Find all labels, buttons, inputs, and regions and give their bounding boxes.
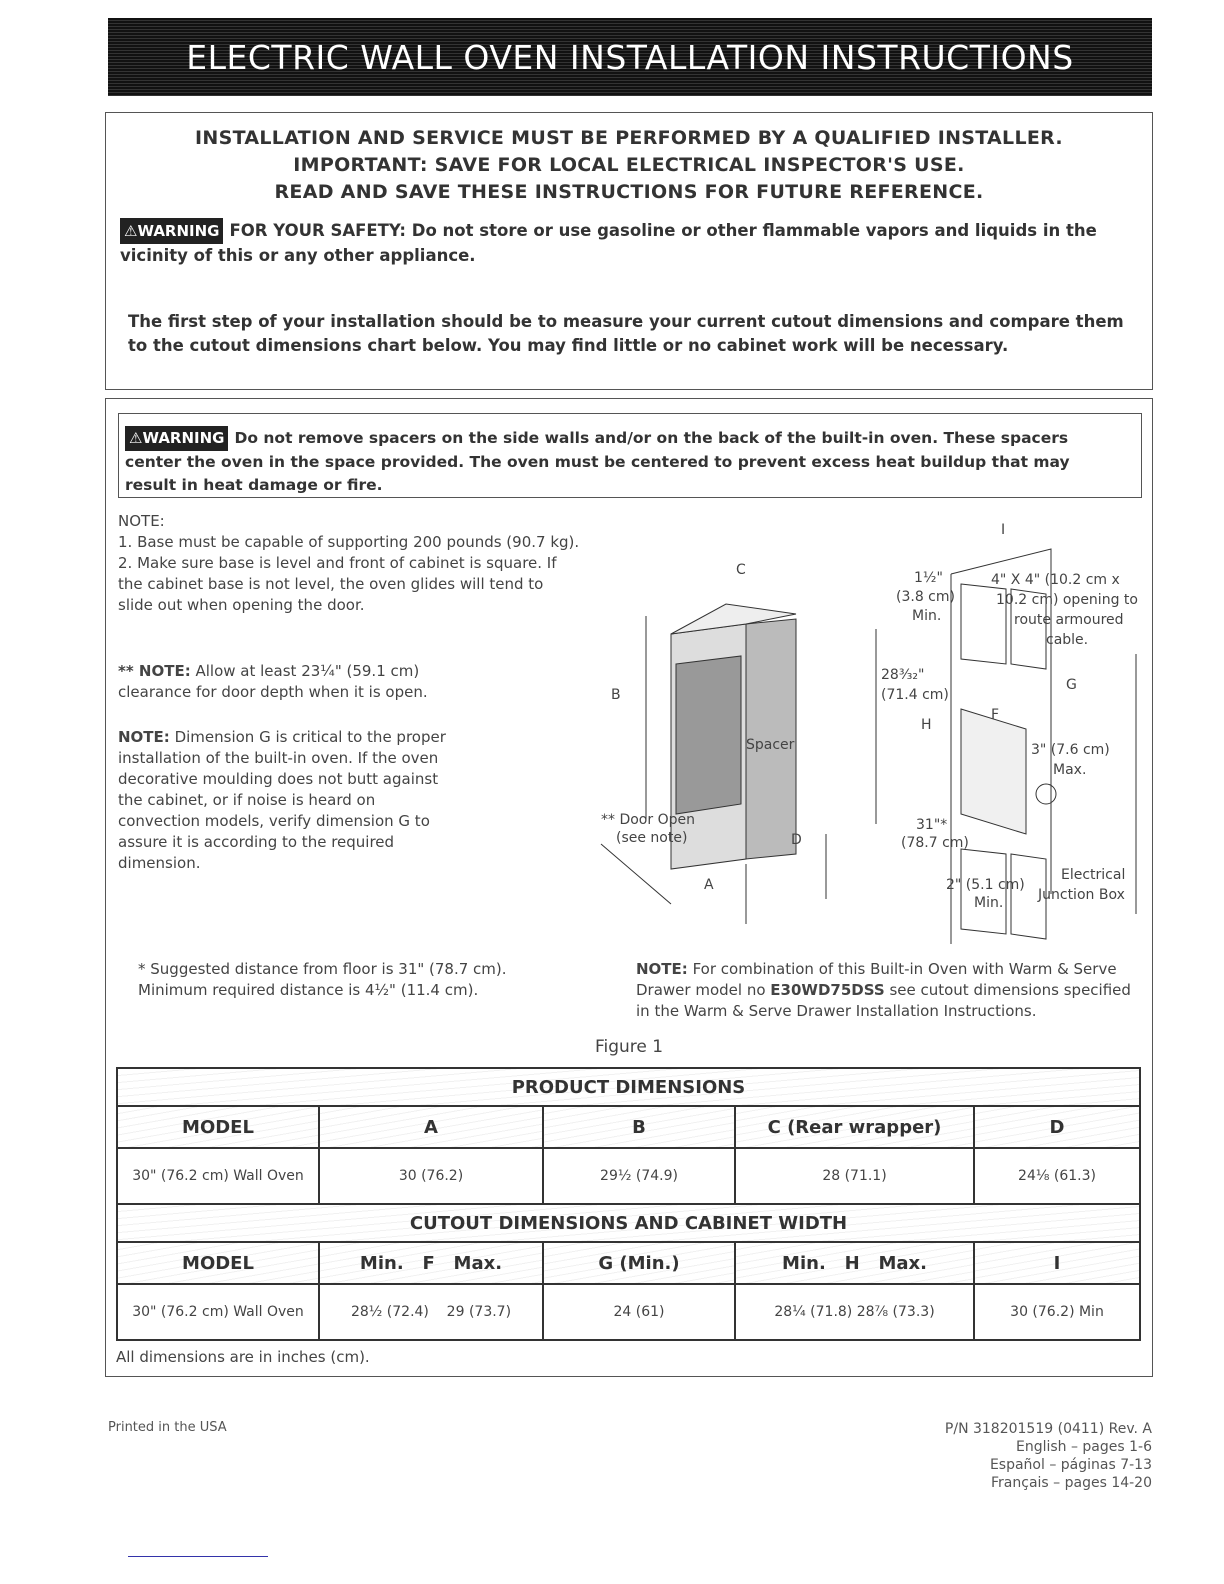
label-i: I	[1001, 522, 1006, 538]
warning-badge: ⚠WARNING	[120, 218, 223, 244]
header-b: B	[543, 1106, 735, 1148]
lang-espanol: Español – páginas 7-13	[989, 1457, 1152, 1473]
safety-warning	[120, 218, 1132, 268]
floor-note: * Suggested distance from floor is 31" (78.7 cm). Minimum required distance is 4½" (11.4 cm).	[138, 960, 507, 999]
figure-caption: Figure 1	[594, 1037, 664, 1057]
header-h: Min. H Max.	[735, 1242, 974, 1284]
cell-d: 24⅛ (61.3)	[974, 1148, 1140, 1204]
label-junction-2: Junction Box	[1038, 887, 1125, 903]
combo-note	[636, 959, 1146, 1022]
part-number: P/N 318201519 (0411) Rev. A	[944, 1421, 1152, 1437]
note-2: 2. Make sure base is level and front of cabinet is square. If the cabinet base is not level, the oven glides will tend to slide out when opening the door.	[118, 554, 557, 614]
installation-diagram	[446, 504, 1151, 954]
cell-i: 30 (76.2) Min	[974, 1284, 1140, 1340]
dimension-tables	[116, 1067, 1141, 1368]
printed-in: Printed in the USA	[108, 1420, 227, 1435]
combo-model: E30WD75DSS	[770, 981, 885, 999]
combo-note-lead: NOTE:	[636, 960, 688, 978]
label-max3-text: Max.	[1053, 762, 1087, 778]
table-note: All dimensions are in inches (cm).	[116, 1348, 370, 1366]
cell-model: 30" (76.2 cm) Wall Oven	[117, 1148, 319, 1204]
title-banner	[108, 18, 1152, 96]
label-junction-1: Electrical	[1061, 867, 1126, 883]
g-note	[118, 727, 458, 874]
label-max3: 3" (7.6 cm)	[1031, 742, 1110, 758]
label-a: A	[704, 877, 714, 893]
label-door-open: ** Door Open	[601, 812, 695, 828]
label-h: H	[921, 717, 932, 733]
footer-info	[945, 1420, 1152, 1492]
document-title: ELECTRIC WALL OVEN INSTALLATION INSTRUCTIONS	[186, 37, 1074, 77]
header-a: A	[319, 1106, 543, 1148]
label-opening-1: 4" X 4" (10.2 cm x	[991, 572, 1120, 588]
header-g: G (Min.)	[543, 1242, 735, 1284]
header-i: I	[974, 1242, 1140, 1284]
g-note-lead: NOTE:	[118, 728, 170, 746]
warning-badge: ⚠WARNING	[125, 426, 228, 451]
intro-line-3: READ AND SAVE THESE INSTRUCTIONS FOR FUTURE REFERENCE.	[274, 181, 984, 203]
cutout-table-title: CUTOUT DIMENSIONS AND CABINET WIDTH	[117, 1204, 1140, 1242]
cell-c: 28 (71.1)	[735, 1148, 974, 1204]
header-model: MODEL	[117, 1106, 319, 1148]
label-opening-4: cable.	[1046, 632, 1089, 648]
label-b: B	[611, 687, 621, 703]
lang-english: English – pages 1-6	[1015, 1439, 1152, 1455]
cell-a: 30 (76.2)	[319, 1148, 543, 1204]
cell-h: 28¼ (71.8) 28⅞ (73.3)	[735, 1284, 974, 1340]
header-c: C (Rear wrapper)	[735, 1106, 974, 1148]
header-f: Min. F Max.	[319, 1242, 543, 1284]
instructions-box	[105, 398, 1153, 1377]
door-note-lead: ** NOTE:	[118, 662, 191, 680]
label-top-min: 1½"	[914, 570, 943, 586]
notes-title: NOTE:	[118, 512, 165, 530]
table-row	[117, 1148, 1140, 1204]
label-height: 28³⁄₃₂"	[881, 667, 925, 683]
label-d: D	[791, 832, 802, 848]
footer-rule	[128, 1556, 268, 1557]
door-note-text: Allow at least 23¼" (59.1 cm) clearance for door depth when it is open.	[118, 662, 428, 701]
cell-b: 29½ (74.9)	[543, 1148, 735, 1204]
header-model: MODEL	[117, 1242, 319, 1284]
spacer-warning-text: Do not remove spacers on the side walls and/or on the back of the built-in oven. These spacers center the oven in the space provided. The oven must be centered to prevent excess heat buildup that may result in heat damage or fire.	[125, 429, 1070, 494]
cell-g: 24 (61)	[543, 1284, 735, 1340]
label-floor31: 31"*	[916, 817, 948, 833]
g-note-text: Dimension G is critical to the proper installation of the built-in oven. If the oven decorative moulding does not butt against the cabinet, or if noise is heard on convection models, verify dimension G to assure it is according to the required dimension.	[118, 728, 446, 872]
label-c: C	[736, 562, 746, 578]
label-floor31-cm: (78.7 cm)	[901, 835, 969, 851]
label-spacer: Spacer	[746, 737, 795, 753]
label-top-min-text: Min.	[912, 608, 942, 624]
label-g: G	[1066, 677, 1077, 693]
lang-francais: Français – pages 14-20	[991, 1475, 1152, 1491]
intro-line-2: IMPORTANT: SAVE FOR LOCAL ELECTRICAL INSPECTOR'S USE.	[293, 154, 965, 176]
spacer-warning-box	[118, 413, 1142, 498]
label-top-min-cm: (3.8 cm)	[896, 589, 955, 605]
label-opening-2: 10.2 cm) opening to	[996, 592, 1138, 608]
header-d: D	[974, 1106, 1140, 1148]
label-min2: 2" (5.1 cm)	[946, 877, 1025, 893]
intro-line-1: INSTALLATION AND SERVICE MUST BE PERFORMED BY A QUALIFIED INSTALLER.	[195, 127, 1063, 149]
intro-box	[105, 112, 1153, 390]
door-note	[118, 661, 458, 703]
table-row	[117, 1284, 1140, 1340]
cell-f: 28½ (72.4) 29 (73.7)	[319, 1284, 543, 1340]
combo-text-2: see cutout dimensions specified in the Warm & Serve Drawer Installation Instructions.	[636, 981, 1131, 1020]
product-dimensions-table	[116, 1067, 1141, 1341]
product-table-title: PRODUCT DIMENSIONS	[117, 1068, 1140, 1106]
oven-illustration	[601, 604, 876, 924]
label-opening-3: route armoured	[1014, 612, 1124, 628]
label-see-note: (see note)	[616, 830, 688, 846]
note-1: 1. Base must be capable of supporting 200 pounds (90.7 kg).	[118, 533, 580, 551]
first-step-text: The first step of your installation should be to measure your current cutout dimensions and compare them to the cutout dimensions chart below. You may find little or no cabinet work will be necessary.	[128, 312, 1124, 355]
safety-lead: FOR YOUR SAFETY:	[229, 221, 407, 240]
label-height-cm: (71.4 cm)	[881, 687, 949, 703]
label-min2-text: Min.	[974, 895, 1004, 911]
cell-model: 30" (76.2 cm) Wall Oven	[117, 1284, 319, 1340]
label-f: F	[991, 707, 1000, 723]
safety-text: Do not store or use gasoline or other flammable vapors and liquids in the vicinity of this or any other appliance.	[120, 221, 1097, 265]
combo-text-1: For combination of this Built-in Oven with Warm & Serve Drawer model no	[636, 960, 1117, 999]
